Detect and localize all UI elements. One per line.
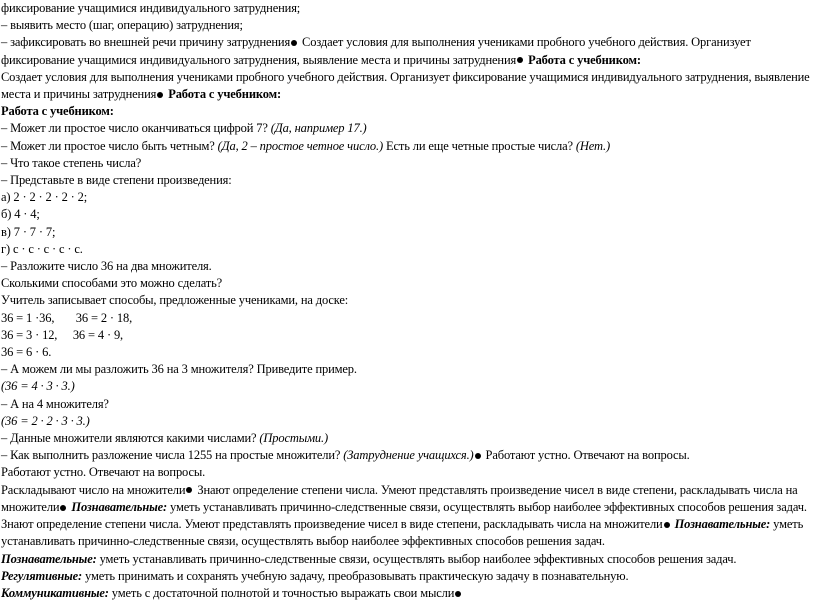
text-line: Учитель записывает способы, предложенные учениками, на доске: bbox=[1, 293, 349, 308]
text-paragraph bbox=[1, 568, 812, 585]
text-paragraph bbox=[1, 69, 812, 103]
text-fragment: Знают определение степени числа. Умеют представлять произведение чисел в виде степени, раскладывать числа на множители bbox=[1, 517, 663, 532]
question-line bbox=[1, 430, 812, 447]
question-line: Сколькими способами это можно сделать? bbox=[1, 276, 223, 291]
answer-text: (Да, например 17.) bbox=[270, 121, 367, 136]
bullet-icon bbox=[517, 57, 523, 63]
text-fragment: – выявить место (шаг, операцию) затруднения; bbox=[1, 18, 243, 33]
text-fragment: Создает условия для выполнения учениками пробного учебного действия. Организует фиксирование учащимися индивидуального затруднения, выявление места и причины затруднения bbox=[1, 35, 751, 67]
text-line bbox=[1, 0, 812, 17]
text-fragment: уметь устанавливать причинно-следственные связи, осуществлять выбор наиболее эффективных способов решения задач. bbox=[96, 551, 737, 566]
bold-italic-label: Познавательные: bbox=[68, 499, 168, 514]
task-item: в) 7 · 7 · 7; bbox=[1, 224, 56, 239]
text-paragraph bbox=[1, 585, 812, 602]
answer-text: (Затруднение учащихся.) bbox=[343, 448, 474, 463]
text-fragment: – Данные множители являются какими числами? bbox=[1, 431, 260, 446]
text-fragment: Есть ли еще четные простые числа? bbox=[383, 138, 576, 153]
answer-text: (Простыми.) bbox=[259, 431, 329, 446]
text-fragment: – Может ли простое число быть четным? bbox=[1, 138, 218, 153]
question-line bbox=[1, 138, 812, 155]
bold-italic-label: Познавательные: bbox=[1, 551, 97, 566]
equation-row bbox=[1, 310, 812, 327]
bullet-icon bbox=[475, 453, 481, 459]
text-fragment: – Может ли простое число оканчиваться цифрой 7? bbox=[1, 121, 271, 136]
text-fragment: Создает условия для выполнения учениками пробного учебного действия. Организует фиксирование учащимися индивидуального затруднения, выявление места и причины затруднения bbox=[1, 69, 810, 102]
section-heading: Работа с учебником: bbox=[1, 104, 114, 119]
text-fragment: уметь с достаточной полнотой и точностью выражать свои мысли bbox=[108, 585, 455, 600]
text-fragment: фиксирование учащимися индивидуального затруднения; bbox=[1, 1, 301, 15]
text-paragraph bbox=[1, 482, 812, 516]
question-line bbox=[1, 120, 812, 137]
bullet-icon bbox=[291, 40, 297, 46]
text-fragment: уметь устанавливать причинно-следственные связи, осуществлять выбор наиболее эффективных способов решения задач. bbox=[167, 499, 807, 514]
text-line bbox=[1, 17, 812, 34]
task-item: б) 4 · 4; bbox=[1, 207, 40, 222]
text-fragment: – зафиксировать во внешней речи причину затруднения bbox=[1, 35, 291, 50]
equation: 36 = 3 · 12, bbox=[1, 327, 58, 342]
bold-italic-label: Регулятивные: bbox=[1, 568, 83, 583]
bold-heading: Работа с учебником: bbox=[165, 87, 282, 102]
bullet-icon bbox=[455, 591, 461, 597]
bullet-icon bbox=[664, 522, 670, 528]
text-fragment: Знают определение степени числа. Умеют представлять произведение чисел в виде степени, раскладывать числа на множители bbox=[1, 482, 798, 514]
bullet-icon bbox=[186, 487, 192, 493]
text-fragment: Раскладывают число на множители bbox=[1, 482, 186, 497]
equation: 36 = 4 · 9, bbox=[72, 327, 124, 342]
text-line: Работают устно. Отвечают на вопросы. bbox=[1, 465, 206, 480]
task-item: а) 2 · 2 · 2 · 2 · 2; bbox=[1, 190, 88, 205]
bullet-icon bbox=[60, 505, 66, 511]
task-item: г) с · с · с · с · с. bbox=[1, 241, 83, 256]
text-fragment: уметь устанавливать причинно-следственные связи, осуществлять выбор наиболее эффективных способов решения задач. bbox=[1, 517, 804, 549]
equation: 36 = 6 · 6. bbox=[1, 345, 52, 360]
question-line: – Представьте в виде степени произведения: bbox=[1, 173, 232, 188]
text-paragraph bbox=[1, 551, 812, 568]
question-line: – А можем ли мы разложить 36 на 3 множителя? Приведите пример. bbox=[1, 362, 357, 377]
answer-text: (Нет.) bbox=[575, 138, 611, 153]
question-line: – Разложите число 36 на два множителя. bbox=[1, 259, 212, 274]
answer-text: (Да, 2 – простое четное число.) bbox=[217, 138, 384, 153]
text-fragment: уметь принимать и сохранять учебную задачу, преобразовывать практическую задачу в познавательную. bbox=[82, 568, 629, 583]
bullet-icon bbox=[157, 92, 163, 98]
question-line: – Что такое степень числа? bbox=[1, 155, 142, 170]
text-fragment: – Как выполнить разложение числа 1255 на простые множители? bbox=[1, 448, 344, 463]
bold-italic-label: Коммуникативные: bbox=[1, 585, 109, 600]
bold-italic-label: Познавательные: bbox=[671, 517, 771, 532]
equation: 36 = 2 · 18, bbox=[75, 310, 133, 325]
text-paragraph bbox=[1, 516, 812, 550]
answer-text: (36 = 4 · 3 · 3.) bbox=[1, 379, 75, 394]
equation: 36 = 1 ·36, bbox=[1, 310, 55, 325]
question-line bbox=[1, 447, 812, 464]
text-paragraph bbox=[1, 34, 812, 68]
bold-heading: Работа с учебником: bbox=[525, 52, 641, 67]
text-fragment: Работают устно. Отвечают на вопросы. bbox=[482, 448, 690, 463]
question-line: – А на 4 множителя? bbox=[1, 396, 109, 411]
answer-text: (36 = 2 · 2 · 3 · 3.) bbox=[1, 413, 90, 428]
equation-row bbox=[1, 327, 812, 344]
